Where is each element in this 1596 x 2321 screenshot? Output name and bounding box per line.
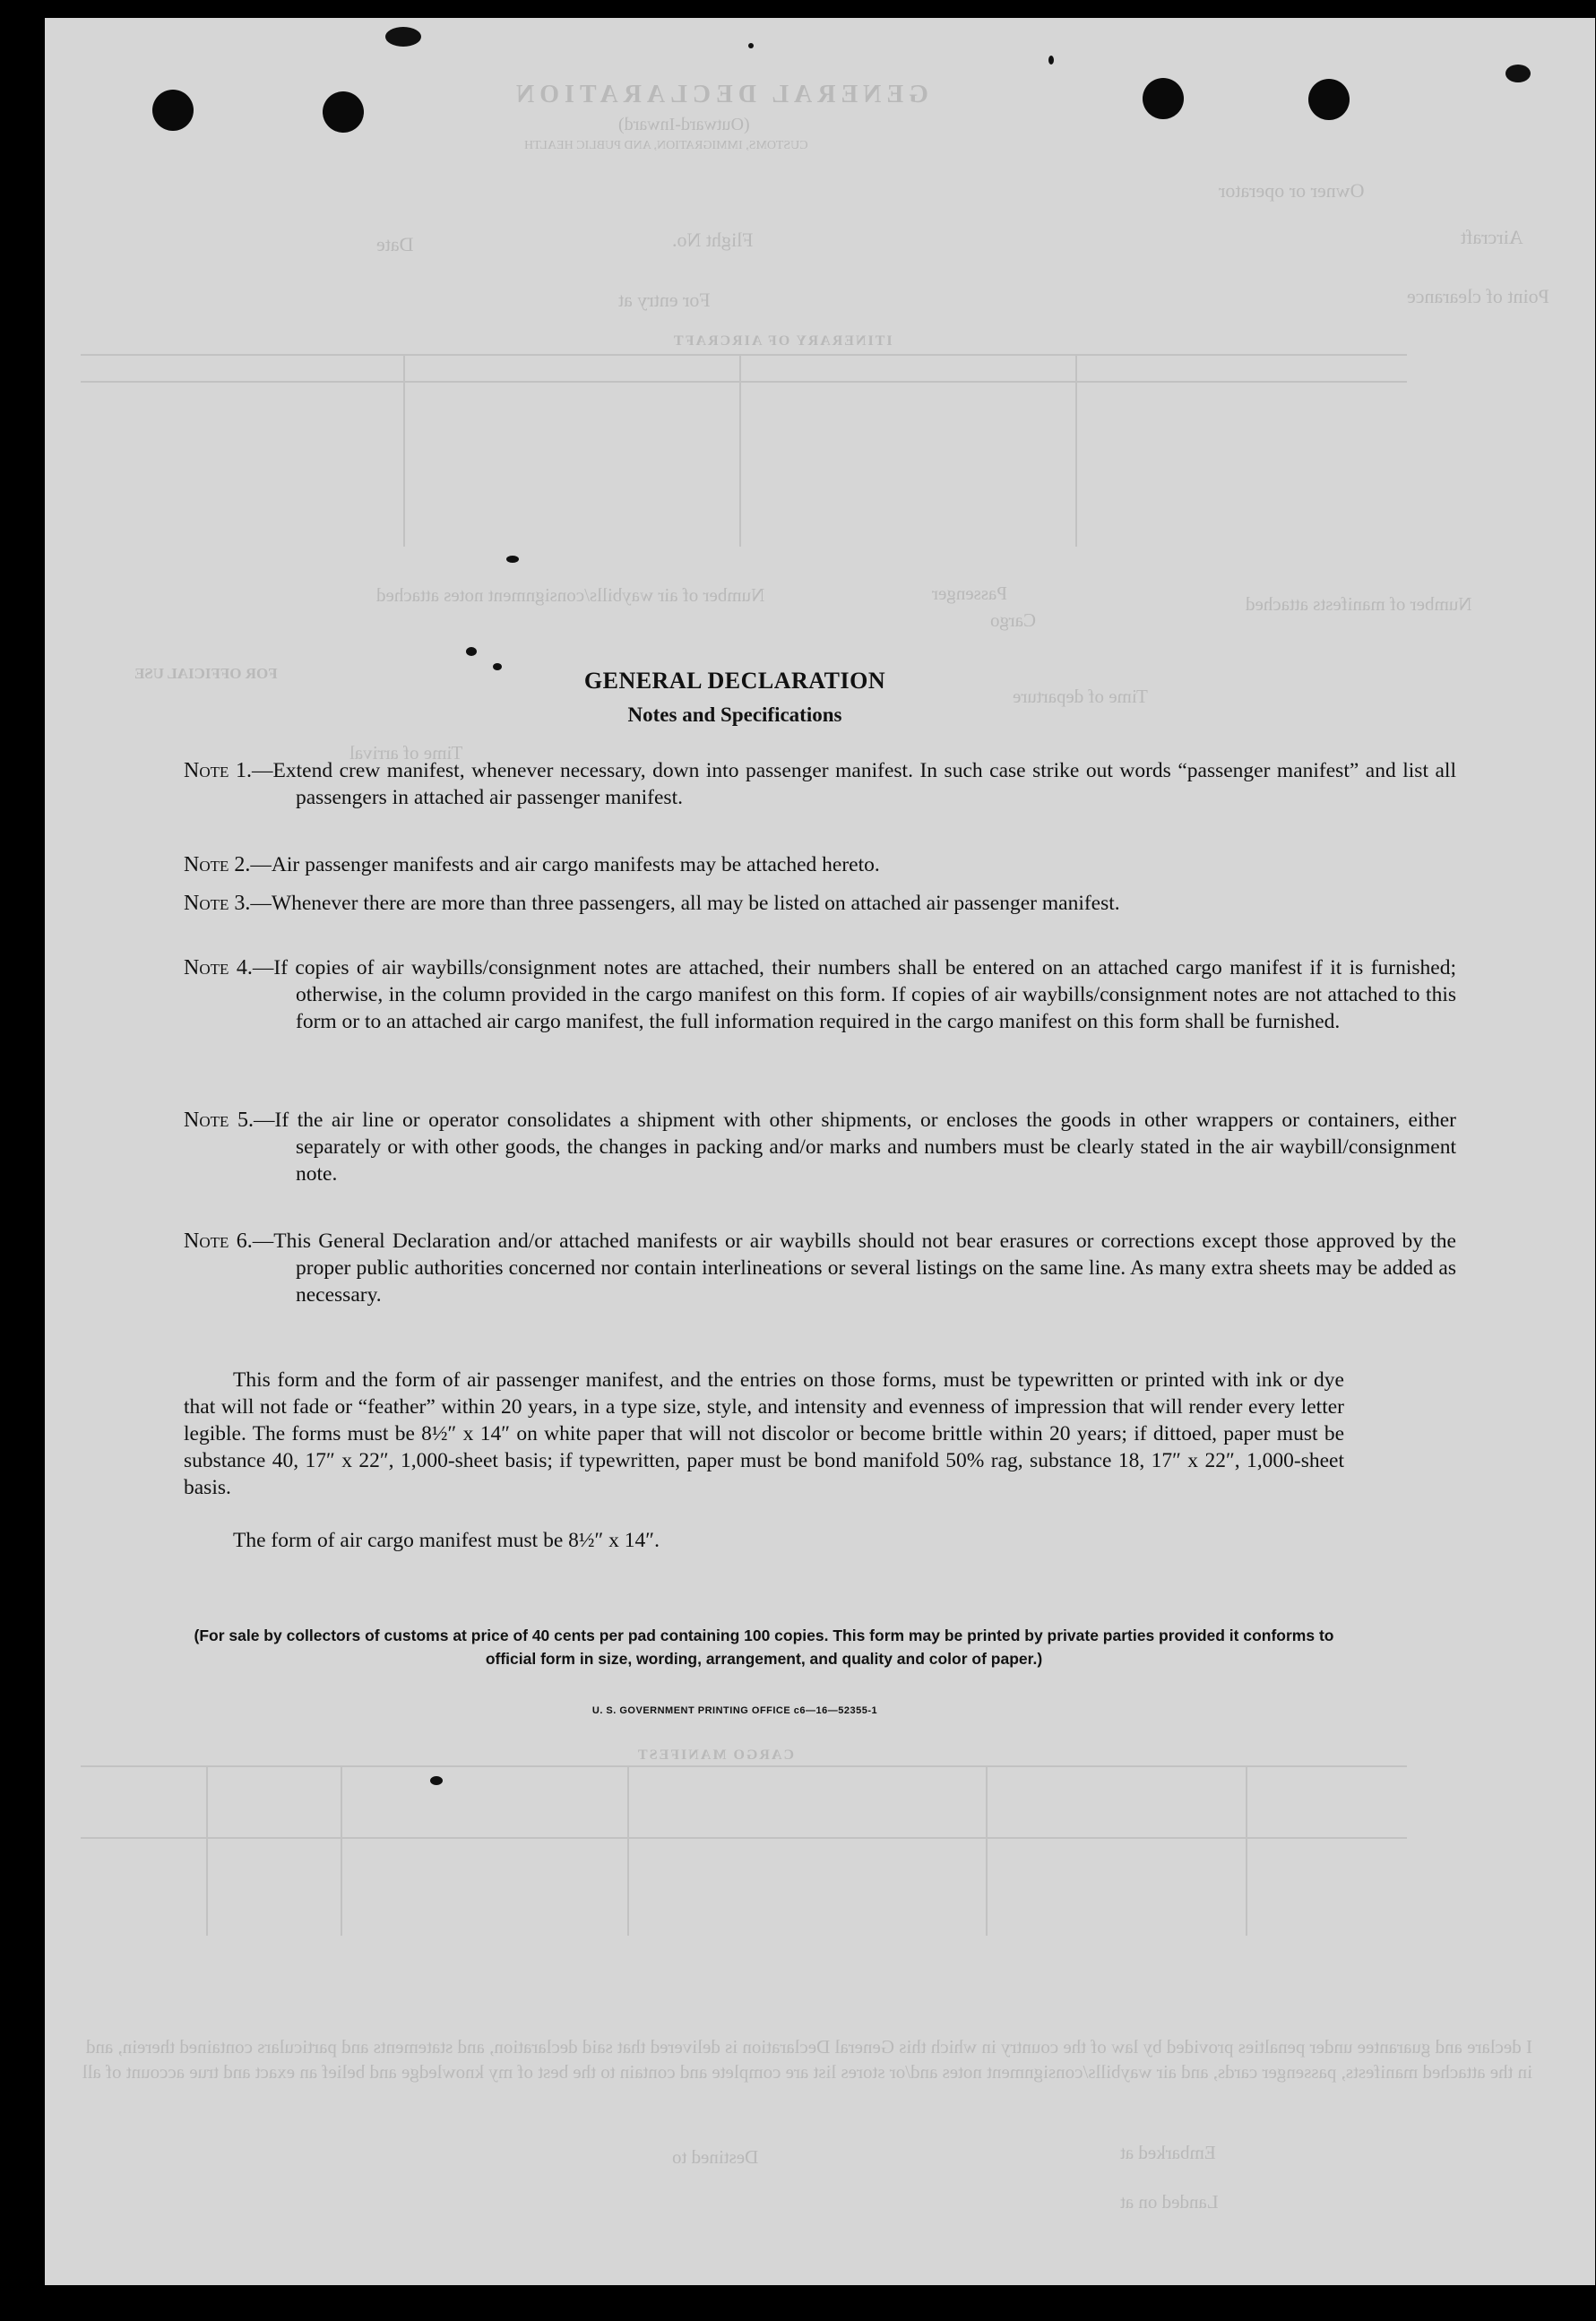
ink-speck-5 <box>506 556 519 563</box>
bleed-owner-label: Owner or operator <box>1219 179 1365 202</box>
document-page <box>45 18 1595 2285</box>
note-label: Note 3. <box>184 892 251 915</box>
bleed-flight-label: Flight No. <box>672 229 754 251</box>
bleed-cargo-top <box>81 1765 1407 1767</box>
bleed-passenger-label: Passenger <box>932 582 1007 604</box>
ink-speck-4 <box>748 43 754 48</box>
bleed-embarked-label: Embarked at <box>1120 2142 1216 2163</box>
bleed-header-title: GENERAL DECLARATION <box>511 81 928 108</box>
punch-hole-1 <box>152 90 194 131</box>
note-text: —Whenever there are more than three passengers, all may be listed on attached air passenger manifest. <box>250 892 1120 915</box>
bleed-waybills-label: Number of air waybills/consignment notes attached <box>376 584 765 606</box>
bleed-cargo-col-5 <box>1246 1765 1247 1936</box>
bleed-declare-label: I declare and guarantee under penalties provided by law of the country in which this General Declaration is delivered that said declaration, and statements and particulars contained therein, and in the attached manifests, passenger cards, and air waybills/consignment notes and/or stores list are complete and contain to the best of my knowledge and belief an exact and true account of all <box>82 2036 1532 2083</box>
bleed-departure-label: Time of departure <box>1013 686 1148 707</box>
bleed-manifests-label: Number of manifests attached <box>1246 593 1472 615</box>
bleed-cargo-bottom <box>81 1837 1407 1839</box>
note-1 <box>184 757 1456 811</box>
sale-notice: (For sale by collectors of customs at price of 40 cents per pad containing 100 copies. This form may be printed by private parties provided it conforms to official form in size, wording, arrangement, and quality and color of paper.) <box>194 1626 1334 1668</box>
bleed-entry-label: For entry at <box>618 289 711 311</box>
ink-speck-1 <box>385 27 421 47</box>
bleed-cargo-col-4 <box>986 1765 988 1936</box>
note-2 <box>184 851 1456 878</box>
specification-paragraph: This form and the form of air passenger manifest, and the entries on those forms, must be typewritten or printed with ink or dye that will not fade or “feather” within 20 years, in a type size, style, and intensity and evenness of impression that will render every letter legible. The forms must be 8½″ x 14″ on white paper that will not discolor or become brittle within 20 years; if dittoed, paper must be substance 40, 17″ x 22″, 1,000-sheet basis; if typewritten, paper must be bond manifold 50% rag, substance 18, 17″ x 22″, 1,000-sheet basis. <box>184 1368 1344 1499</box>
bleed-cargo-label: Cargo <box>990 609 1036 631</box>
bleed-official-use: FOR OFFICIAL USE <box>134 665 278 682</box>
bleed-aircraft-label: Aircraft <box>1461 226 1523 248</box>
note-text: —If the air line or operator consolidates a shipment with other shipments, or encloses the goods in other wrappers or containers, either separately or with other goods, the changes in packing and/or marks and numbers must be clearly stated in the air waybill/consignment note. <box>254 1109 1456 1186</box>
bleed-header-agency: CUSTOMS, IMMIGRATION, AND PUBLIC HEALTH <box>524 139 808 152</box>
bleed-table-col-3 <box>1075 354 1077 547</box>
cargo-size-line: The form of air cargo manifest must be 8½″ x 14″. <box>233 1529 660 1552</box>
bleed-table-top <box>81 354 1407 356</box>
bleed-table-col-1 <box>403 354 405 547</box>
punch-hole-4 <box>1308 79 1350 120</box>
note-6 <box>184 1228 1456 1308</box>
note-text: —If copies of air waybills/consignment notes are attached, their numbers shall be entered on an attached cargo manifest if it is furnished; otherwise, in the column provided in the cargo manifest on this form. If copies of air waybills/consignment notes are not attached to this form or to an attached air cargo manifest, the full information required in the cargo manifest on this form shall be furnished. <box>252 956 1456 1033</box>
note-label: Note 1. <box>184 759 253 782</box>
bleed-header-sub: (Outward-Inward) <box>618 115 750 134</box>
ink-speck-8 <box>430 1776 443 1785</box>
ink-speck-3 <box>1048 56 1054 65</box>
note-label: Note 6. <box>184 1230 253 1253</box>
bleed-cargo-col-3 <box>627 1765 629 1936</box>
bleed-cargo-col-2 <box>341 1765 342 1936</box>
bleed-itinerary: ITINERARY OF AIRCRAFT <box>672 333 893 349</box>
note-text: —This General Declaration and/or attached manifests or air waybills should not bear erasures or corrections except those approved by the proper public authorities concerned nor contain interlineations or several listings on the same line. As many extra sheets may be added as necessary. <box>252 1230 1456 1307</box>
ink-speck-2 <box>1505 65 1531 82</box>
bleed-table-col-2 <box>739 354 741 547</box>
note-label: Note 4. <box>184 956 253 979</box>
bleed-cargo-col-1 <box>206 1765 208 1936</box>
note-label: Note 2. <box>184 853 251 876</box>
bleed-clearance-label: Point of clearance <box>1407 285 1549 307</box>
bleed-cargo-manifest: CARGO MANIFEST <box>636 1747 795 1763</box>
punch-hole-2 <box>323 91 364 133</box>
note-label: Note 5. <box>184 1109 254 1132</box>
note-text: —Extend crew manifest, whenever necessary, down into passenger manifest. In such case strike out words “passenger manifest” and list all passengers in attached air passenger manifest. <box>252 759 1456 809</box>
note-text: —Air passenger manifests and air cargo manifests may be attached hereto. <box>250 853 880 876</box>
bleed-arrival-label: Time of arrival <box>349 742 463 764</box>
bleed-landed-label: Landed on at <box>1120 2191 1219 2213</box>
note-4 <box>184 954 1456 1035</box>
page-subtitle: Notes and Specifications <box>627 703 842 726</box>
ink-speck-6 <box>466 647 477 656</box>
page-title: GENERAL DECLARATION <box>583 668 886 694</box>
bleed-date-label: Date <box>376 233 414 255</box>
printer-imprint: U. S. GOVERNMENT PRINTING OFFICE c6—16—52355-1 <box>591 1705 878 1716</box>
bleed-table-bottom <box>81 381 1407 383</box>
note-3 <box>184 890 1456 917</box>
punch-hole-3 <box>1143 78 1184 119</box>
note-5 <box>184 1107 1456 1187</box>
bleed-destined-label: Destined to <box>672 2146 759 2168</box>
